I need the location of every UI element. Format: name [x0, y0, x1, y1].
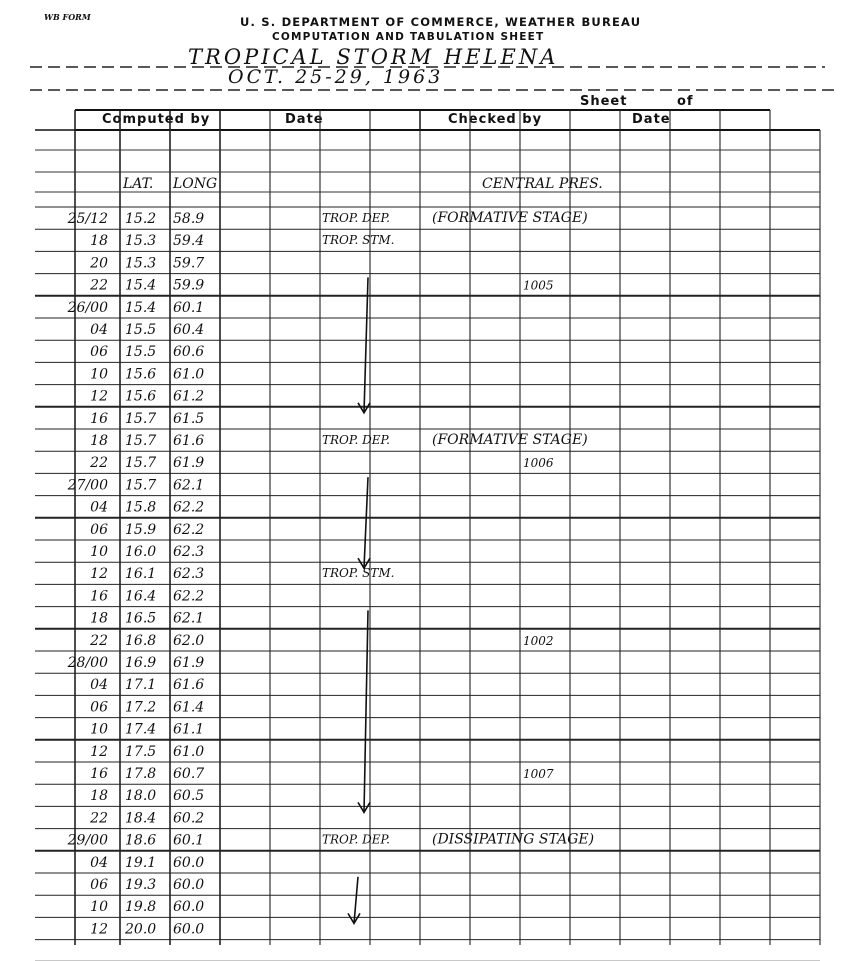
central-pressure-value: 1005 — [523, 278, 554, 293]
row-latitude: 15.7 — [125, 477, 157, 494]
row-time: 22 — [90, 277, 108, 294]
row-longitude: 60.1 — [173, 299, 205, 316]
sheet-label: Sheet — [580, 94, 628, 109]
row-longitude: 61.2 — [173, 388, 205, 405]
row-latitude: 20.0 — [125, 921, 157, 938]
department-heading: U. S. DEPARTMENT OF COMMERCE, WEATHER BUREAU — [240, 15, 642, 29]
row-time: 16 — [90, 410, 108, 427]
row-time: 20 — [90, 255, 108, 272]
row-time: 12 — [90, 743, 108, 760]
row-longitude: 62.3 — [173, 544, 205, 560]
row-latitude: 15.7 — [125, 433, 157, 449]
central-pressure-value: 1002 — [523, 633, 554, 648]
row-longitude: 60.0 — [173, 899, 205, 916]
row-time: 26/00 — [67, 299, 108, 316]
row-time: 10 — [90, 721, 108, 738]
row-time: 22 — [90, 632, 108, 649]
central-pressure-value: 1006 — [523, 456, 554, 471]
row-latitude: 15.4 — [125, 277, 157, 294]
row-latitude: 15.4 — [125, 299, 157, 316]
row-time: 12 — [90, 921, 108, 938]
storm-status: TROP. DEP. — [322, 433, 390, 447]
row-latitude: 17.5 — [125, 743, 157, 760]
storm-stage: (FORMATIVE STAGE) — [432, 432, 588, 448]
row-longitude: 59.7 — [173, 255, 205, 272]
row-time: 04 — [90, 499, 108, 516]
row-latitude: 15.7 — [125, 410, 157, 427]
row-longitude: 61.0 — [173, 366, 205, 383]
lat-column-header: LAT. — [123, 176, 154, 192]
row-time: 25/12 — [67, 211, 108, 227]
row-latitude: 18.0 — [125, 788, 157, 805]
row-time: 06 — [90, 877, 108, 893]
row-time: 28/00 — [67, 655, 108, 671]
row-time: 18 — [90, 610, 108, 627]
row-longitude: 60.4 — [173, 322, 205, 338]
row-time: 18 — [90, 233, 108, 250]
row-longitude: 60.7 — [173, 766, 205, 782]
row-longitude: 61.9 — [173, 455, 205, 472]
row-latitude: 15.9 — [125, 521, 157, 538]
row-time: 16 — [90, 588, 108, 605]
row-time: 12 — [90, 388, 108, 405]
row-latitude: 15.3 — [125, 255, 157, 272]
central-pressure-value: 1007 — [523, 767, 554, 781]
row-latitude: 15.2 — [125, 211, 157, 227]
storm-stage: (DISSIPATING STAGE) — [432, 831, 595, 848]
track-arrow-shaft — [364, 477, 368, 568]
row-latitude: 15.6 — [125, 388, 157, 405]
track-arrow-shaft — [364, 277, 368, 412]
storm-title: TROPICAL STORM HELENA — [188, 45, 559, 69]
row-time: 04 — [90, 322, 108, 338]
row-latitude: 19.8 — [125, 899, 157, 916]
row-latitude: 15.7 — [125, 455, 157, 472]
row-longitude: 62.1 — [173, 610, 205, 627]
row-longitude: 58.9 — [173, 211, 205, 227]
row-longitude: 61.6 — [173, 433, 205, 449]
row-latitude: 16.4 — [125, 588, 157, 605]
storm-status: TROP. DEP. — [322, 832, 390, 847]
row-time: 04 — [90, 854, 108, 871]
row-longitude: 61.0 — [173, 743, 205, 760]
of-label: of — [677, 94, 694, 109]
computed-by-label: Computed by — [102, 112, 211, 127]
storm-status: TROP. STM. — [322, 566, 395, 581]
storm-status: TROP. DEP. — [322, 211, 390, 225]
row-latitude: 17.8 — [125, 766, 157, 782]
row-latitude: 18.6 — [125, 832, 157, 849]
row-time: 04 — [90, 677, 108, 694]
sheet-type-heading: COMPUTATION AND TABULATION SHEET — [272, 31, 545, 43]
storm-dates: OCT. 25-29, 1963 — [228, 66, 444, 88]
row-latitude: 19.1 — [125, 854, 157, 871]
row-latitude: 19.3 — [125, 877, 157, 893]
row-latitude: 16.9 — [125, 655, 157, 671]
row-latitude: 15.5 — [125, 322, 157, 338]
row-latitude: 15.3 — [125, 233, 157, 250]
row-longitude: 61.6 — [173, 677, 205, 694]
row-longitude: 61.5 — [173, 410, 205, 427]
row-time: 06 — [90, 521, 108, 538]
central-pressure-column-header: CENTRAL PRES. — [482, 176, 603, 192]
row-longitude: 62.1 — [173, 477, 205, 494]
row-time: 22 — [90, 810, 108, 827]
row-latitude: 17.2 — [125, 699, 157, 716]
row-time: 29/00 — [67, 832, 108, 849]
row-longitude: 62.2 — [173, 588, 205, 605]
row-time: 18 — [90, 433, 108, 449]
row-longitude: 60.1 — [173, 832, 205, 849]
row-latitude: 16.8 — [125, 632, 157, 649]
row-latitude: 15.5 — [125, 344, 157, 361]
row-longitude: 62.0 — [173, 632, 205, 649]
row-time: 22 — [90, 455, 108, 472]
row-longitude: 60.2 — [173, 810, 205, 827]
row-longitude: 59.9 — [173, 277, 205, 294]
row-latitude: 17.1 — [125, 677, 157, 694]
row-time: 06 — [90, 699, 108, 716]
checked-by-label: Checked by — [448, 112, 543, 127]
row-time: 10 — [90, 366, 108, 383]
row-longitude: 62.2 — [173, 499, 205, 516]
row-longitude: 59.4 — [173, 233, 205, 250]
row-longitude: 60.0 — [173, 854, 205, 871]
storm-status: TROP. STM. — [322, 233, 395, 248]
row-longitude: 61.9 — [173, 655, 205, 671]
date-label-computed: Date — [285, 112, 324, 127]
row-longitude: 60.5 — [173, 788, 205, 805]
row-time: 06 — [90, 344, 108, 361]
storm-stage: (FORMATIVE STAGE) — [432, 210, 588, 226]
row-longitude: 61.4 — [173, 699, 205, 716]
row-time: 18 — [90, 788, 108, 805]
row-time: 27/00 — [67, 477, 108, 494]
row-longitude: 60.0 — [173, 921, 205, 938]
form-number: WB FORM — [44, 12, 91, 22]
row-longitude: 62.3 — [173, 566, 205, 583]
row-time: 16 — [90, 766, 108, 782]
row-time: 10 — [90, 899, 108, 916]
row-longitude: 60.0 — [173, 877, 205, 893]
row-longitude: 61.1 — [173, 721, 205, 738]
row-time: 12 — [90, 566, 108, 583]
row-latitude: 17.4 — [125, 721, 157, 738]
row-latitude: 16.1 — [125, 566, 157, 583]
row-latitude: 16.0 — [125, 544, 157, 560]
row-latitude: 15.6 — [125, 366, 157, 383]
row-longitude: 60.6 — [173, 344, 205, 361]
long-column-header: LONG — [173, 176, 218, 192]
row-time: 10 — [90, 544, 108, 560]
date-label-checked: Date — [632, 112, 671, 127]
track-arrow-shaft — [364, 610, 368, 812]
row-latitude: 15.8 — [125, 499, 157, 516]
row-latitude: 16.5 — [125, 610, 157, 627]
row-longitude: 62.2 — [173, 521, 205, 538]
row-latitude: 18.4 — [125, 810, 157, 827]
